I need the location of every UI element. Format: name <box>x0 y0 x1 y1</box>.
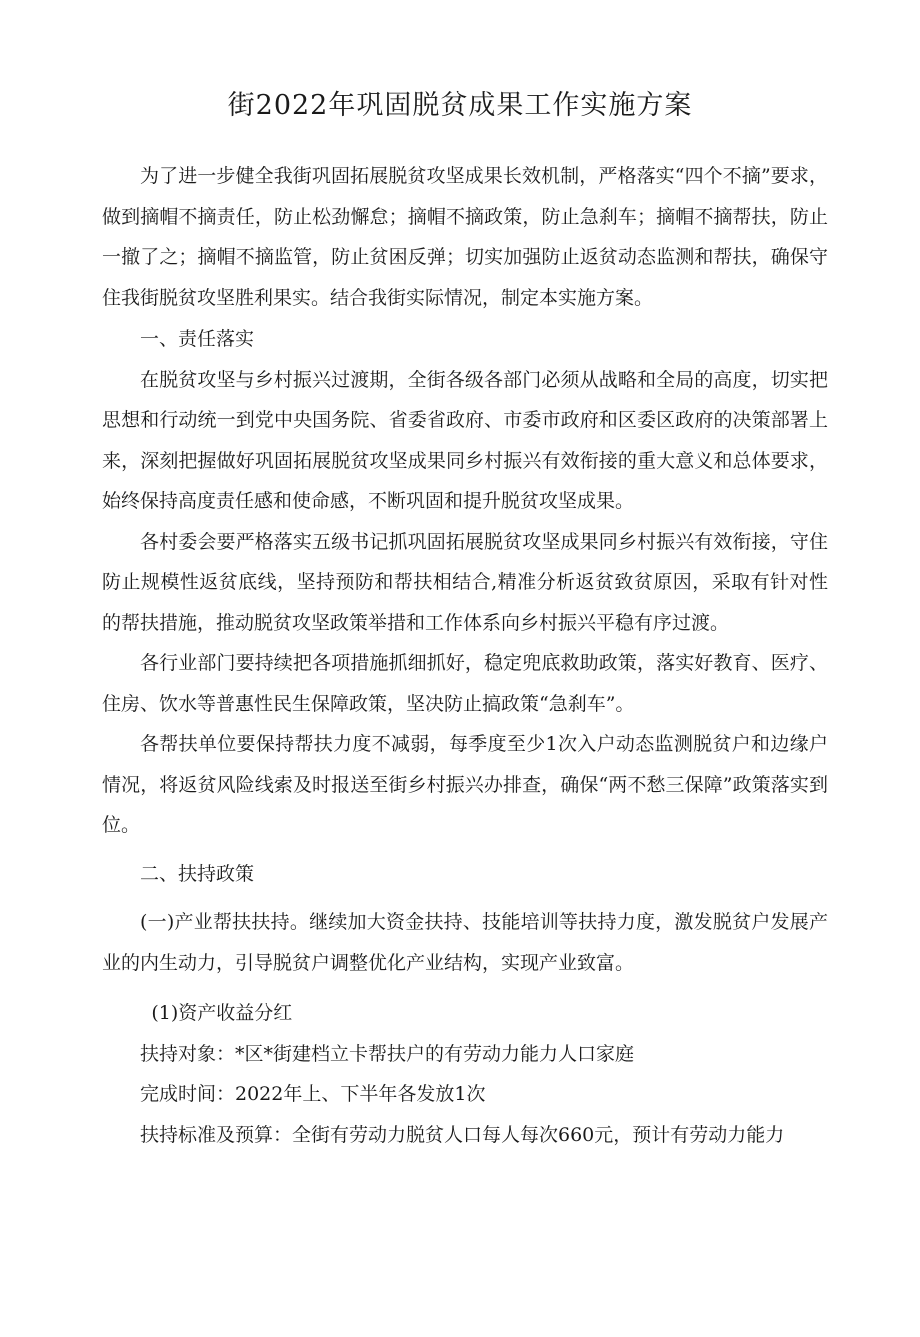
paragraph-village-committees: 各村委会要严格落实五级书记抓巩固拓展脱贫攻坚成果同乡村振兴有效衔接，守住防止规模性返贫底线，坚持预防和帮扶相结合,精准分析返贫致贫原因，采取有针对性的帮扶措施，推动脱贫攻坚政策举措和工作体系向乡村振兴平稳有序过渡。 <box>102 530 828 634</box>
paragraph-industry-departments: 各行业部门要持续把各项措施抓细抓好，稳定兜底救助政策，落实好教育、医疗、住房、饮水等普惠性民生保障政策，坚决防止搞政策“急刹车”。 <box>102 652 828 715</box>
section-heading-support-policy: 二、扶持政策 <box>140 862 255 885</box>
paragraph-industry-support: (一)产业帮扶扶持。继续加大资金扶持、技能培训等扶持力度，激发脱贫户发展产业的内生动力，引导脱贫户调整优化产业结构，实现产业致富。 <box>102 911 828 974</box>
item-support-target: 扶持对象：*区*街建档立卡帮扶户的有劳动力能力人口家庭 <box>140 1042 635 1065</box>
document-title: 街2022年巩固脱贫成果工作实施方案 <box>227 90 693 121</box>
paragraph-transition-period: 在脱贫攻坚与乡村振兴过渡期，全街各级各部门必须从战略和全局的高度，切实把思想和行动统一到党中央国务院、省委省政府、市委市政府和区委区政府的决策部署上来，深刻把握做好巩固拓展脱贫攻坚成果同乡村振兴有效衔接的重大意义和总体要求，始终保持高度责任感和使命感，不断巩固和提升脱贫攻坚成果。 <box>102 368 828 512</box>
item-completion-time: 完成时间：2022年上、下半年各发放1次 <box>140 1083 486 1105</box>
subheading-asset-dividend: (1)资产收益分红 <box>151 1002 293 1024</box>
section-heading-responsibility: 一、责任落实 <box>140 328 255 350</box>
paragraph-assistance-units: 各帮扶单位要保持帮扶力度不减弱，每季度至少1次入户动态监测脱贫户和边缘户情况，将返贫风险线索及时报送至街乡村振兴办排查，确保“两不愁三保障”政策落实到位。 <box>102 733 828 836</box>
item-support-standard-budget: 扶持标准及预算：全街有劳动力脱贫人口每人每次660元，预计有劳动力能力 <box>140 1123 785 1146</box>
document-body <box>102 156 828 1155</box>
intro-paragraph: 为了进一步健全我街巩固拓展脱贫攻坚成果长效机制，严格落实“四个不摘”要求，做到摘帽不摘责任，防止松劲懈怠；摘帽不摘政策，防止急刹车；摘帽不摘帮扶，防止一撤了之；摘帽不摘监管，防止贫困反弹；切实加强防止返贫动态监测和帮扶，确保守住我街脱贫攻坚胜利果实。结合我街实际情况，制定本实施方案。 <box>102 165 828 309</box>
